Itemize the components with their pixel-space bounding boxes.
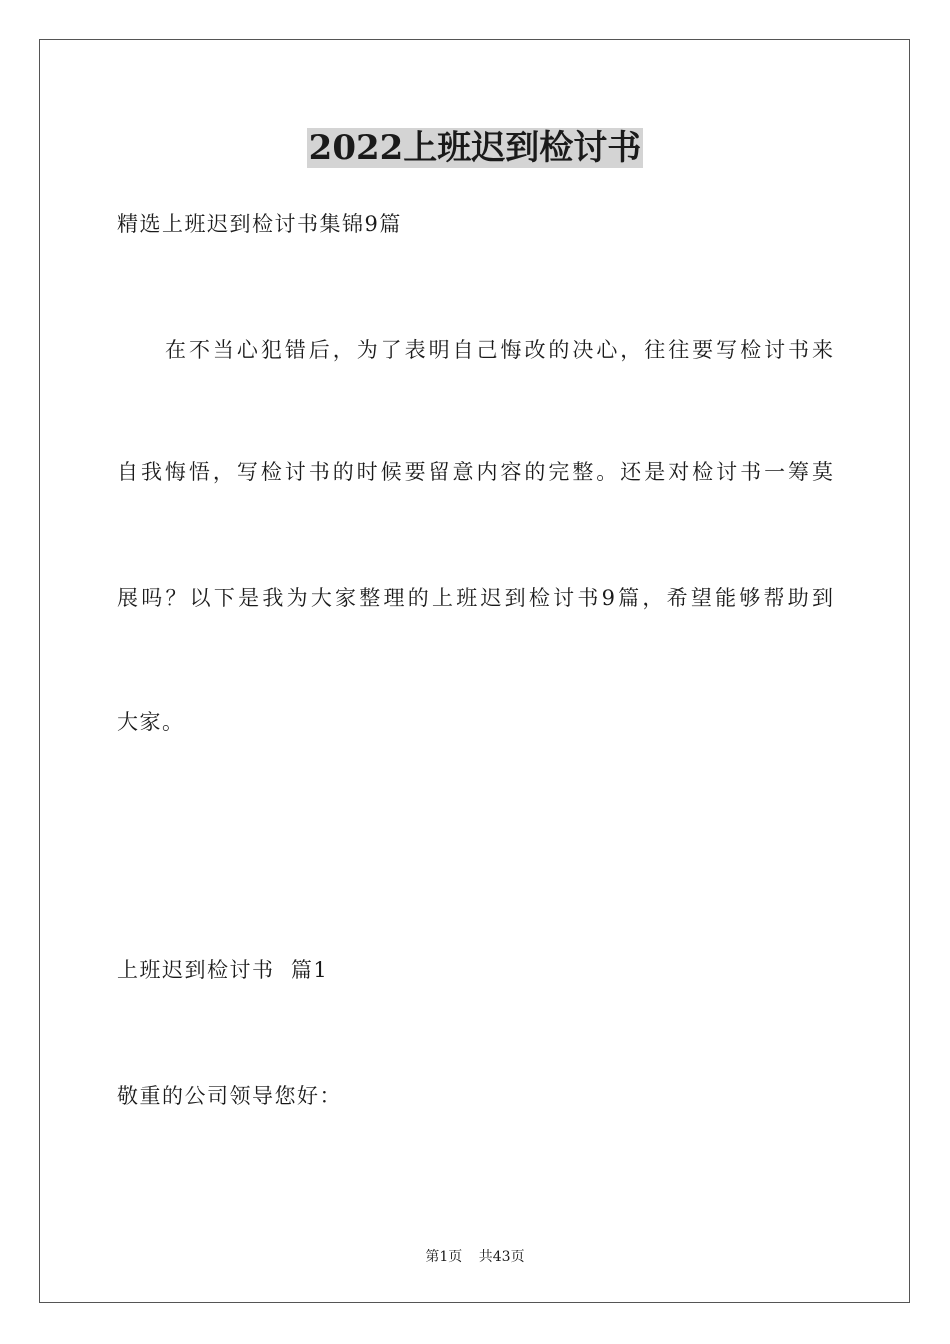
section-heading: 上班迟到检讨书 篇1	[117, 958, 329, 982]
total-pages: 共43页	[478, 1249, 525, 1265]
paragraph-line: 大家。	[117, 710, 185, 734]
page-number: 第1页	[425, 1249, 463, 1265]
paragraph-line: 在不当心犯错后，为了表明自己悔改的决心，往往要写检讨书来	[165, 338, 833, 362]
paragraph-line: 展吗？以下是我为大家整理的上班迟到检讨书9篇，希望能够帮助到	[117, 586, 833, 610]
subtitle: 精选上班迟到检讨书集锦9篇	[117, 212, 402, 236]
page-footer	[0, 1248, 950, 1266]
paragraph-line: 自我悔悟，写检讨书的时候要留意内容的完整。还是对检讨书一筹莫	[117, 460, 833, 484]
salutation: 敬重的公司领导您好：	[117, 1084, 342, 1108]
document-title: 2022上班迟到检讨书	[308, 128, 642, 168]
